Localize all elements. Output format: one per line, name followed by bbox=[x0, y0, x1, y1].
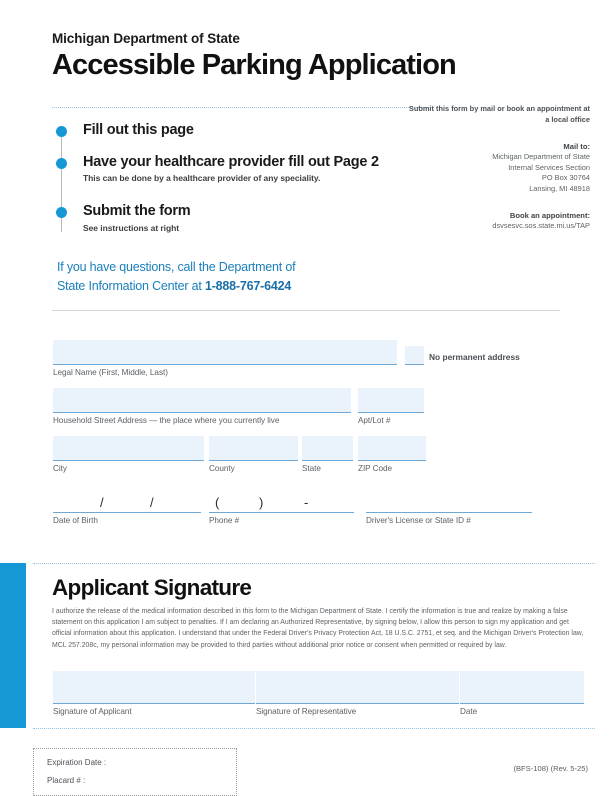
state-label: State bbox=[302, 464, 321, 473]
zip-code-field[interactable] bbox=[358, 436, 426, 473]
step-subtitle: This can be done by a healthcare provider of any speciality. bbox=[83, 173, 321, 184]
license-id-input[interactable] bbox=[366, 489, 532, 513]
mail-address-line: Michigan Department of State bbox=[492, 152, 590, 162]
bullet-dot-icon bbox=[56, 126, 67, 137]
form-revision-code: (BFS-108) (Rev. 5-25) bbox=[513, 764, 588, 773]
step-title: Fill out this page bbox=[83, 122, 194, 138]
mail-address-line: Internal Services Section bbox=[508, 162, 590, 172]
license-id-field[interactable] bbox=[366, 489, 532, 525]
representative-signature-input[interactable] bbox=[256, 671, 459, 704]
legal-name-input[interactable] bbox=[53, 340, 397, 365]
information-center-phone: 1-888-767-6424 bbox=[204, 278, 292, 293]
signature-section-top-divider bbox=[33, 563, 595, 564]
signature-date-field[interactable] bbox=[460, 671, 584, 716]
legal-name-label: Legal Name (First, Middle, Last) bbox=[53, 368, 168, 377]
phone-dash: - bbox=[304, 495, 309, 510]
county-label: County bbox=[209, 464, 235, 473]
date-of-birth-label: Date of Birth bbox=[53, 516, 98, 525]
applicant-signature-field[interactable] bbox=[53, 671, 255, 716]
city-input[interactable] bbox=[53, 436, 204, 461]
step-item-2 bbox=[52, 154, 412, 184]
instruction-steps bbox=[52, 122, 412, 233]
no-permanent-address-checkbox[interactable] bbox=[405, 346, 424, 365]
signature-section-title: Applicant Signature bbox=[52, 575, 252, 600]
office-use-box bbox=[33, 748, 237, 796]
step-title: Submit the form bbox=[83, 203, 191, 220]
city-field[interactable] bbox=[53, 436, 204, 473]
state-field[interactable] bbox=[302, 436, 353, 473]
date-of-birth-input[interactable] bbox=[53, 489, 201, 513]
phone-paren-open: ( bbox=[215, 495, 220, 510]
apt-lot-label: Apt/Lot # bbox=[358, 416, 391, 425]
legal-name-field[interactable] bbox=[53, 340, 397, 377]
questions-line-1: If you have questions, call the Department of bbox=[57, 260, 296, 274]
questions-callout bbox=[57, 258, 377, 296]
applicant-signature-input[interactable] bbox=[53, 671, 255, 704]
bullet-dot-icon bbox=[56, 158, 67, 169]
dob-separator-2: / bbox=[150, 495, 154, 510]
zip-code-label: ZIP Code bbox=[358, 464, 393, 473]
page-title: Accessible Parking Application bbox=[52, 49, 456, 81]
city-label: City bbox=[53, 464, 67, 473]
expiration-date-label: Expiration Date : bbox=[47, 758, 107, 767]
step-item-1 bbox=[52, 122, 412, 139]
county-field[interactable] bbox=[209, 436, 298, 473]
mail-to-block bbox=[404, 142, 590, 193]
bullet-dot-icon bbox=[56, 207, 67, 218]
signature-date-input[interactable] bbox=[460, 671, 584, 704]
signature-section-bottom-divider bbox=[33, 728, 595, 729]
mail-address-line: PO Box 30764 bbox=[541, 173, 590, 183]
department-name: Michigan Department of State bbox=[52, 31, 240, 46]
phone-label: Phone # bbox=[209, 516, 240, 525]
signature-accent-bar bbox=[0, 563, 26, 728]
no-permanent-address-label: No permanent address bbox=[429, 352, 520, 362]
applicant-signature-label: Signature of Applicant bbox=[53, 707, 132, 716]
appointment-url[interactable]: dsvsesvc.sos.state.mi.us/TAP bbox=[492, 220, 590, 230]
step-item-3 bbox=[52, 203, 412, 233]
county-input[interactable] bbox=[209, 436, 298, 461]
license-id-label: Driver's License or State ID # bbox=[366, 516, 471, 525]
book-appointment-heading: Book an appointment: bbox=[509, 210, 590, 220]
street-address-label: Household Street Address — the place where you currently live bbox=[53, 416, 280, 425]
mail-address-line: Lansing, MI 48918 bbox=[529, 183, 590, 193]
street-address-input[interactable] bbox=[53, 388, 351, 413]
representative-signature-label: Signature of Representative bbox=[256, 707, 357, 716]
submission-instructions-rail bbox=[404, 104, 590, 231]
questions-line-2-prefix: State Information Center at bbox=[57, 278, 205, 293]
apt-lot-field[interactable] bbox=[358, 388, 424, 425]
placard-number-label: Placard # : bbox=[47, 776, 86, 785]
mail-to-heading: Mail to: bbox=[563, 142, 590, 152]
representative-signature-field[interactable] bbox=[256, 671, 459, 716]
rail-lead-text: Submit this form by mail or book an appointment at a local office bbox=[408, 104, 590, 124]
apt-lot-input[interactable] bbox=[358, 388, 424, 413]
signature-legal-text: I authorize the release of the medical information described in this form to the Michigan Department of State. I certify the information is true and realize by making a false statement on this application I am subject to penalties. If I am declaring an Authorized Representative, by signing below, I allow this person to sign my application and get official information about this application. I understand that under the Federal Driver's Privacy Protection Act, 18 U.S.C. 2751, et seq. and the Michigan Driver's Protection law, MCL 257.208c, my personal information may be provided to third parties without additional prior notice or consent when permitted or required by law. bbox=[52, 608, 584, 649]
book-appointment-block bbox=[404, 211, 590, 231]
dob-separator-1: / bbox=[100, 495, 104, 510]
street-address-field[interactable] bbox=[53, 388, 351, 425]
phone-paren-close: ) bbox=[259, 495, 264, 510]
header-divider bbox=[52, 107, 427, 108]
step-subtitle: See instructions at right bbox=[83, 223, 180, 234]
state-input[interactable] bbox=[302, 436, 353, 461]
step-title: Have your healthcare provider fill out Page 2 bbox=[83, 153, 379, 170]
form-section-divider bbox=[52, 310, 560, 311]
phone-field[interactable] bbox=[209, 489, 354, 525]
date-of-birth-field[interactable] bbox=[53, 489, 201, 525]
phone-input[interactable] bbox=[209, 489, 354, 513]
signature-date-label: Date bbox=[460, 707, 478, 716]
zip-code-input[interactable] bbox=[358, 436, 426, 461]
